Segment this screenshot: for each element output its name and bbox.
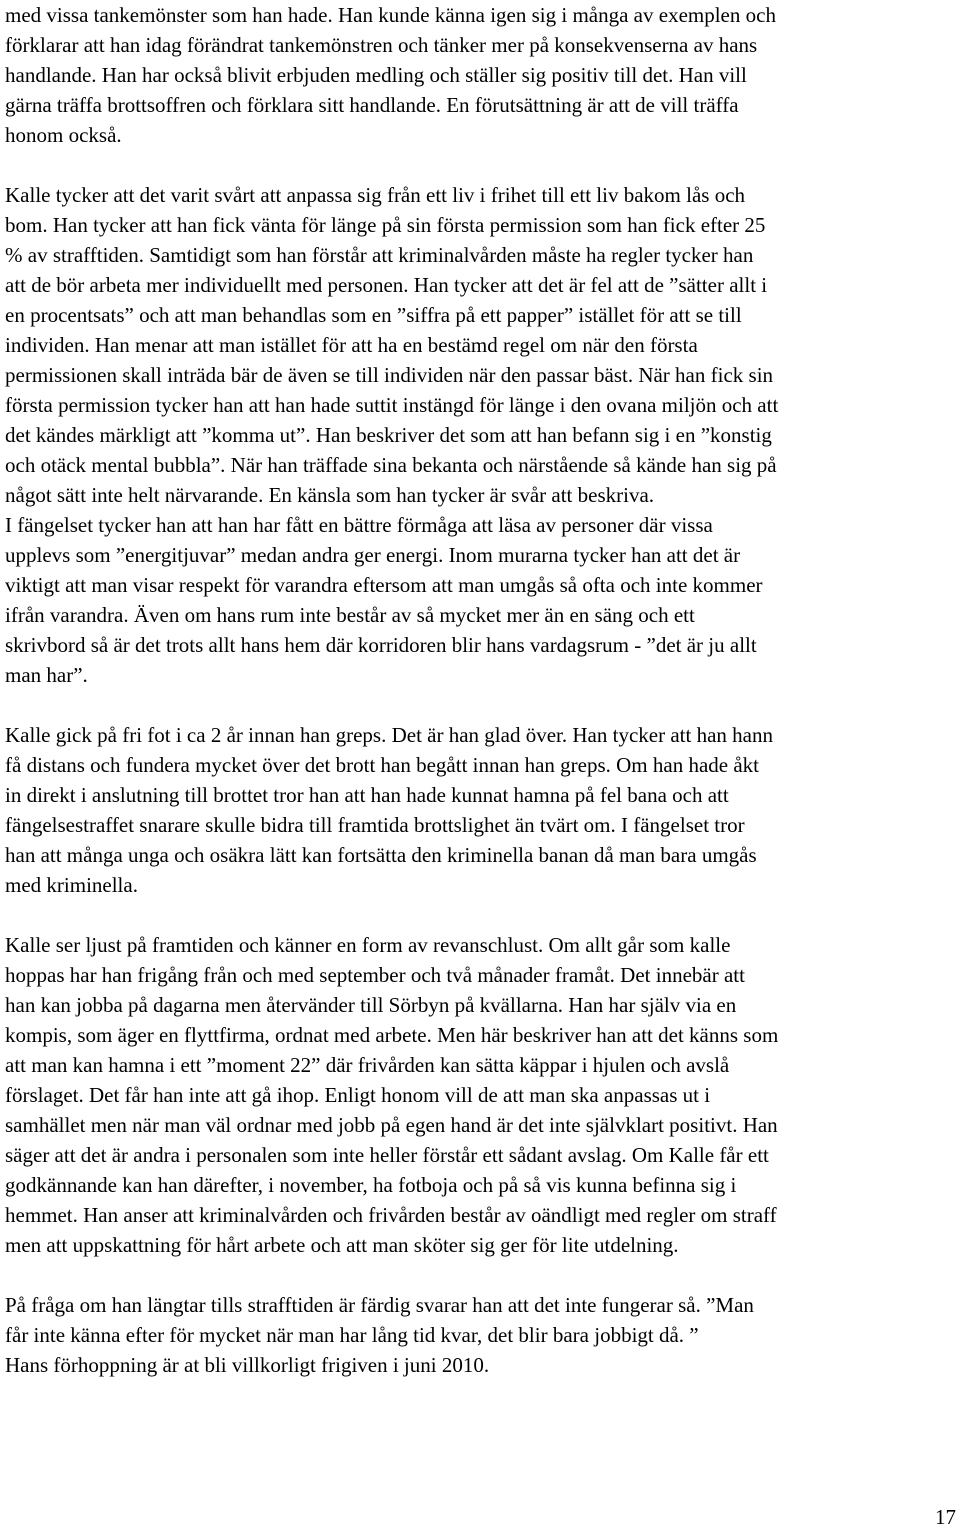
text-line: På fråga om han längtar tills strafftiden är färdig svarar han att det inte fungerar så. ”Man [5,1293,754,1317]
text-line: och otäck mental bubbla”. När han träffade sina bekanta och närstående så kände han sig på [5,453,777,477]
text-line: det kändes märkligt att ”komma ut”. Han beskriver det som att han befann sig i en ”konstig [5,423,772,447]
text-line: % av strafftiden. Samtidigt som han förstår att kriminalvården måste ha regler tycker han [5,243,754,267]
text-line: han kan jobba på dagarna men återvänder till Sörbyn på kvällarna. Han har själv via en [5,993,737,1017]
text-line: men att uppskattning för hårt arbete och att man sköter sig ger för lite utdelning. [5,1233,679,1257]
text-line: gärna träffa brottsoffren och förklara sitt handlande. En förutsättning är att de vill träffa [5,93,739,117]
text-line: fängelsestraffet snarare skulle bidra till framtida brottslighet än tvärt om. I fängelset tror [5,813,745,837]
text-line: får inte känna efter för mycket när man har lång tid kvar, det blir bara jobbigt då. ” [5,1323,699,1347]
text-line: man har”. [5,663,88,687]
text-line: upplevs som ”energitjuvar” medan andra ger energi. Inom murarna tycker han att det är [5,543,741,567]
paragraph-spacer [5,690,960,720]
paragraph-spacer [5,900,960,930]
text-line: få distans och fundera mycket över det brott han begått innan han greps. Om han hade åkt [5,753,760,777]
text-line: Kalle tycker att det varit svårt att anpassa sig från ett liv i frihet till ett liv bakom lås och [5,183,746,207]
text-line: att de bör arbeta mer individuellt med personen. Han tycker att det är fel att de ”sätter allt i [5,273,768,297]
text-line: något sätt inte helt närvarande. En känsla som han tycker är svår att beskriva. [5,483,655,507]
text-line: individen. Han menar att man istället för att ha en bestämd regel om när den första [5,333,698,357]
text-line: Hans förhoppning är at bli villkorligt frigiven i juni 2010. [5,1353,490,1377]
document-page [5,0,960,1380]
text-line: Kalle gick på fri fot i ca 2 år innan han greps. Det är han glad över. Han tycker att han hann [5,723,773,747]
paragraph-1 [5,0,960,150]
paragraph-spacer [5,1260,960,1290]
text-line: Kalle ser ljust på framtiden och känner en form av revanschlust. Om allt går som kalle [5,933,731,957]
text-line: hoppas har han frigång från och med september och två månader framåt. Det innebär att [5,963,745,987]
text-line: första permission tycker han att han hade suttit instängd för länge i den ovana miljön och att [5,393,779,417]
paragraph-5 [5,1290,960,1380]
text-line: viktigt att man visar respekt för varandra eftersom att man umgås så ofta och inte kommer [5,573,763,597]
text-line: honom också. [5,123,122,147]
text-line: han att många unga och osäkra lätt kan fortsätta den kriminella banan då man bara umgås [5,843,757,867]
text-line: handlande. Han har också blivit erbjuden medling och ställer sig positiv till det. Han vill [5,63,747,87]
text-line: med kriminella. [5,873,138,897]
text-line: förslaget. Det får han inte att gå ihop. Enligt honom vill de att man ska anpassas ut i [5,1083,711,1107]
text-line: kompis, som äger en flyttfirma, ordnat med arbete. Men här beskriver han att det känns som [5,1023,779,1047]
text-line: godkännande kan han därefter, i november, ha fotboja och på så vis kunna befinna sig i [5,1173,737,1197]
text-line: med vissa tankemönster som han hade. Han kunde känna igen sig i många av exemplen och [5,3,776,27]
text-line: samhället men när man väl ordnar med jobb på egen hand är det inte självklart positivt. Han [5,1113,778,1137]
text-line: hemmet. Han anser att kriminalvården och frivården består av oändligt med regler om straff [5,1203,777,1227]
text-line: skrivbord så är det trots allt hans hem där korridoren blir hans vardagsrum - ”det är ju allt [5,633,757,657]
text-line: säger att det är andra i personalen som inte heller förstår ett sådant avslag. Om Kalle får ett [5,1143,769,1167]
text-line: att man kan hamna i ett ”moment 22” där frivården kan sätta käppar i hjulen och avslå [5,1053,730,1077]
text-line: en procentsats” och att man behandlas som en ”siffra på ett papper” istället för att se till [5,303,742,327]
text-line: in direkt i anslutning till brottet tror han att han hade kunnat hamna på fel bana och att [5,783,729,807]
text-line: I fängelset tycker han att han har fått en bättre förmåga att läsa av personer där vissa [5,513,713,537]
paragraph-3 [5,720,960,900]
paragraph-spacer [5,150,960,180]
text-line: bom. Han tycker att han fick vänta för länge på sin första permission som han fick efter 25 [5,213,766,237]
paragraph-4 [5,930,960,1260]
page-number: 17 [935,1505,956,1529]
text-line: ifrån varandra. Även om hans rum inte består av så mycket mer än en säng och ett [5,603,695,627]
text-line: permissionen skall inträda bär de även se till individen när den passar bäst. När han fick sin [5,363,774,387]
paragraph-2 [5,180,960,690]
text-line: förklarar att han idag förändrat tankemönstren och tänker mer på konsekvenserna av hans [5,33,758,57]
